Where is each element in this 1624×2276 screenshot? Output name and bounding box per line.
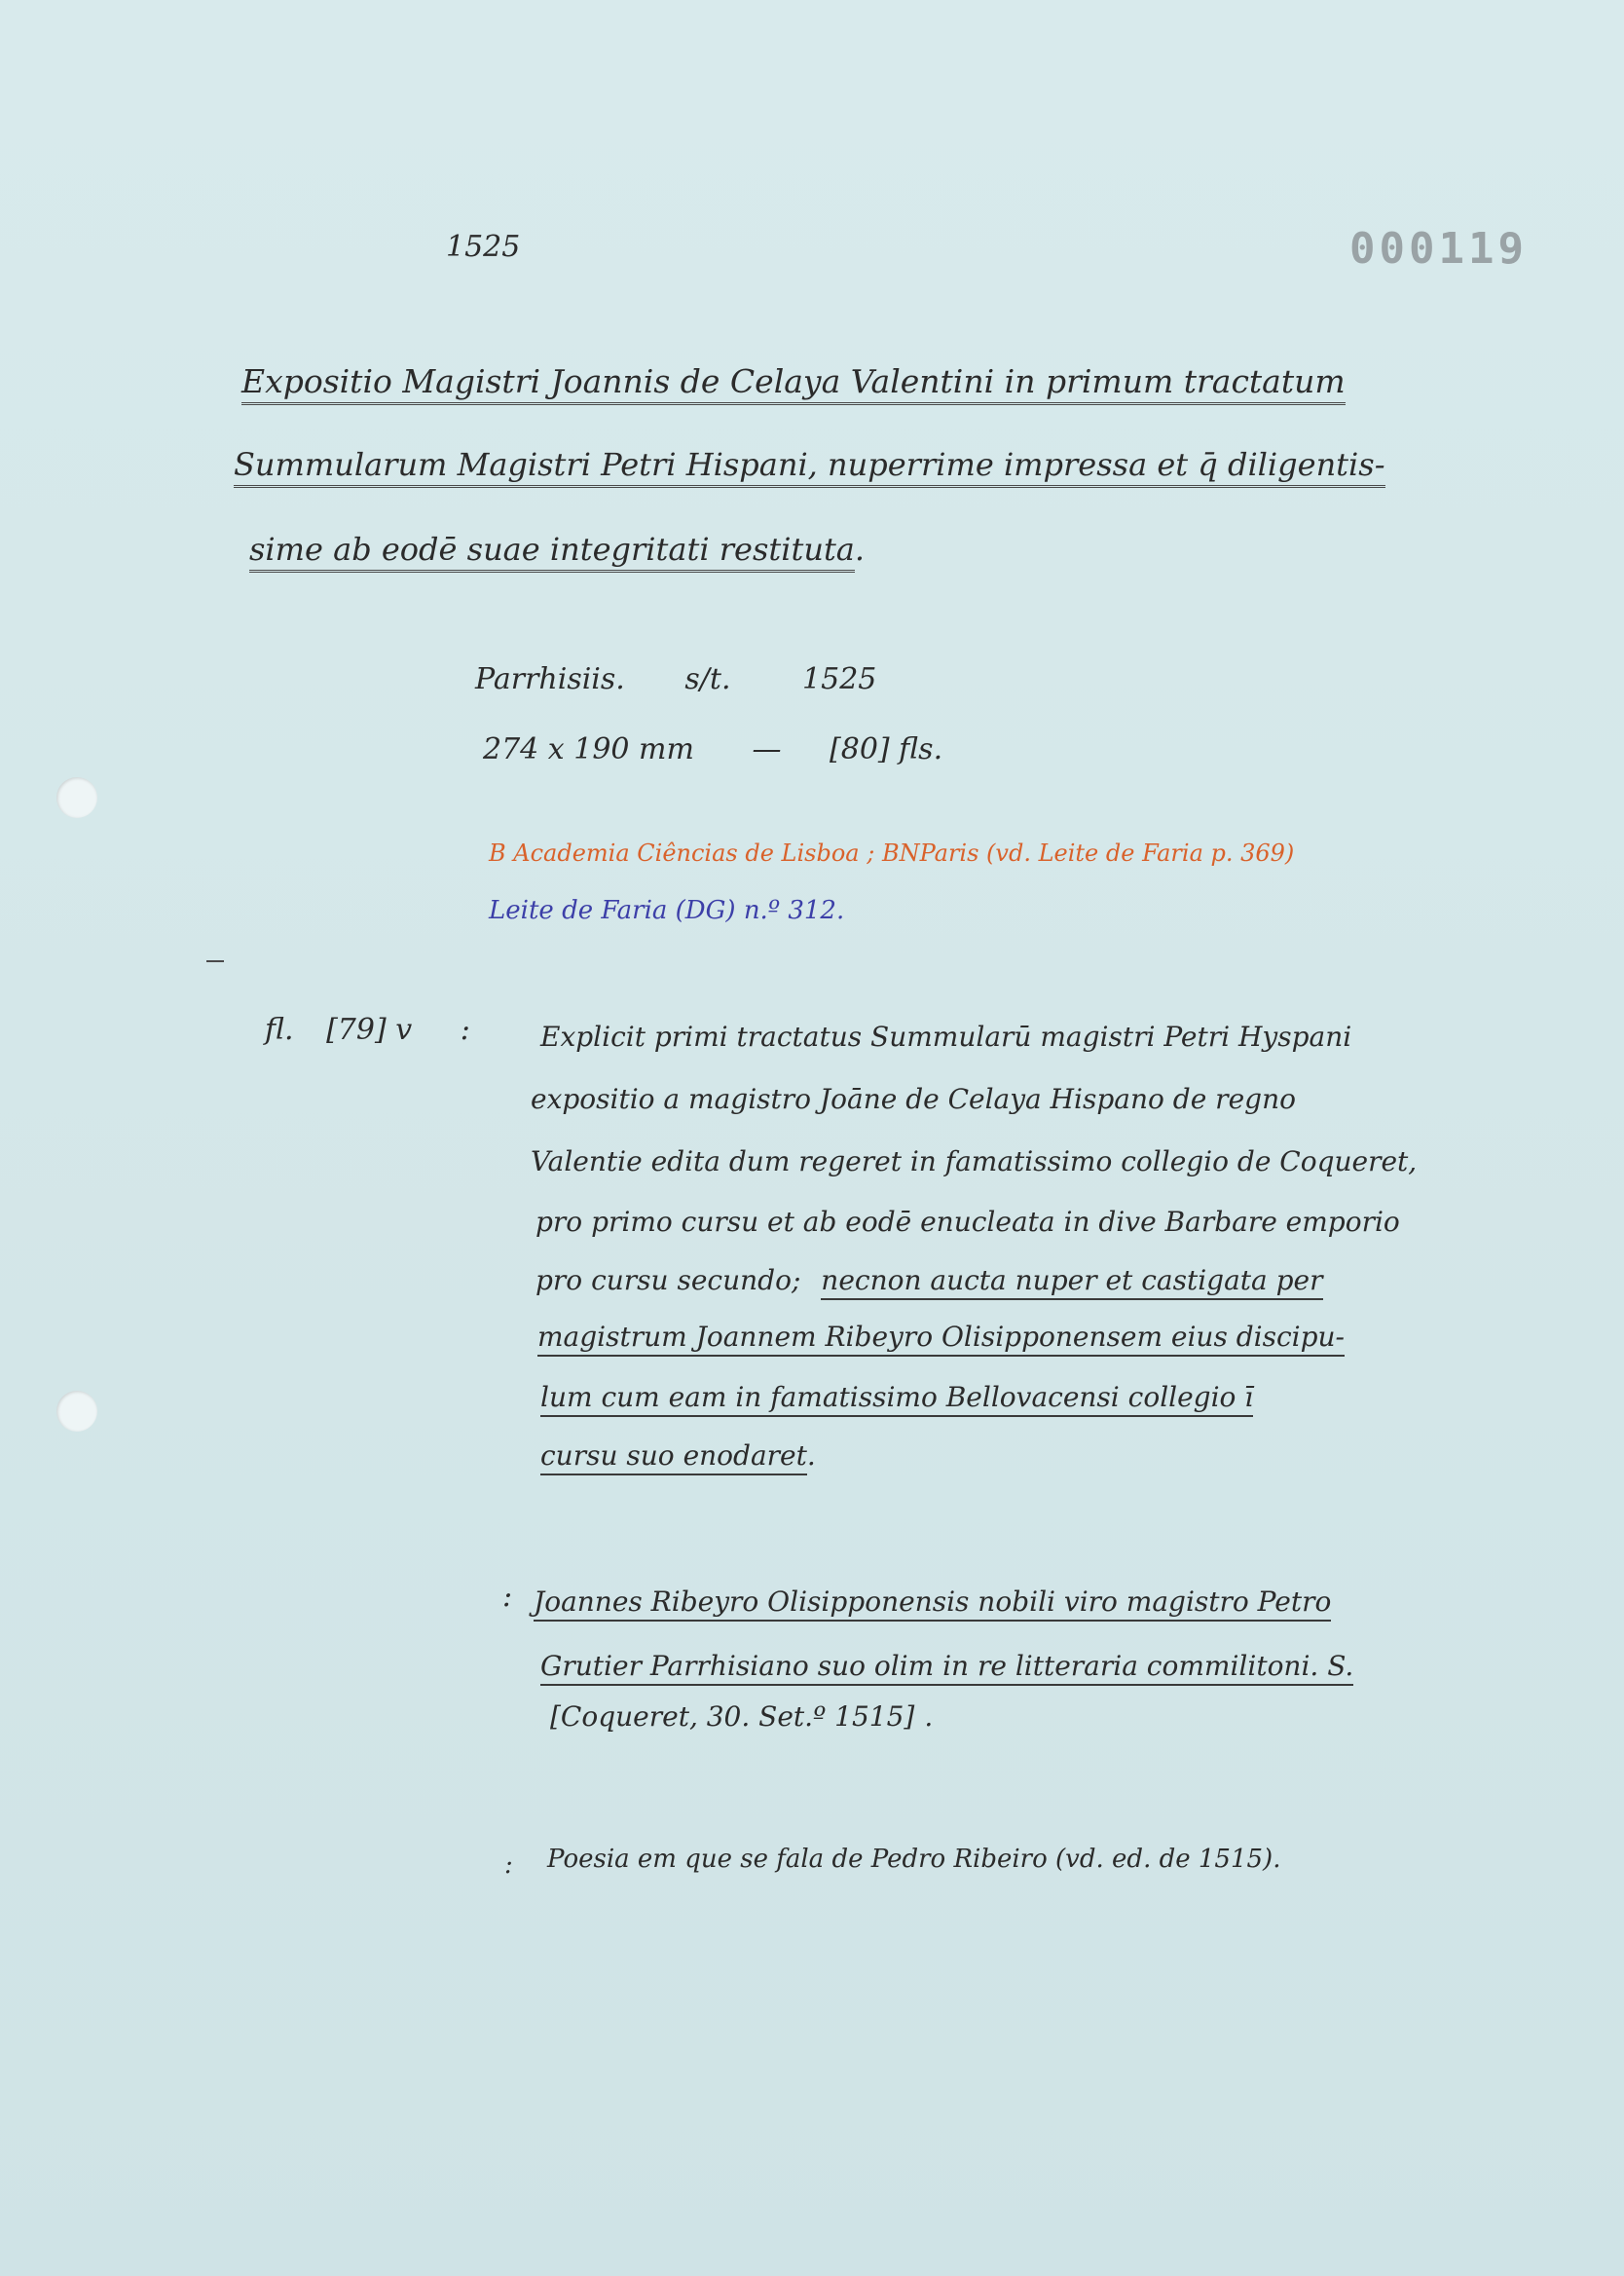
imprint-dimensions: 274 x 190 mm [483, 732, 694, 766]
poem-note: Poesia em que se fala de Pedro Ribeiro (vd. ed. de 1515). [547, 1845, 1281, 1874]
title-line-1-text: Expositio Magistri Joannis de Celaya Valentini in primum tractatum [241, 362, 1346, 405]
title-line-2-text: Summularum Magistri Petri Hispani, nuperrime impressa et q̄ diligentis- [234, 446, 1385, 488]
colophon-line-7-text: lum cum eam in famatissimo Bellovacensi collegio ī [540, 1381, 1253, 1417]
dedication-line-3 [550, 1700, 933, 1733]
imprint-printer: s/t. [684, 662, 731, 696]
colophon-line-6 [537, 1321, 1345, 1353]
imprint-leaves: [80] fls. [830, 732, 943, 766]
dedication-line-2 [540, 1650, 1353, 1682]
folio-abbrev: fl. [265, 1013, 294, 1047]
dedication-line-2-text: Grutier Parrhisiano suo olim in re litteraria commilitoni. S. [540, 1650, 1353, 1686]
punch-hole-top [56, 777, 97, 818]
record-number-stamp: 000119 [1349, 224, 1528, 274]
folio-ref: [79] v [326, 1013, 413, 1047]
imprint-place: Parrhisiis. [475, 662, 625, 696]
dedication-line-1 [534, 1586, 1331, 1618]
colophon-line-6-text: magistrum Joannem Ribeyro Olisipponensem eius discipu- [537, 1321, 1345, 1357]
dedication-line-3-text: [Coqueret, 30. Set.º 1515] [550, 1700, 915, 1733]
holdings-blue-line: Leite de Faria (DG) n.º 312. [489, 896, 845, 925]
dedication-line-3-end: . [924, 1700, 934, 1733]
header-year: 1525 [446, 230, 521, 264]
title-line-3-text: sime ab eodē suae integritati restituta [249, 531, 855, 573]
title-line-2 [234, 446, 1385, 483]
colophon-line-1: Explicit primi tractatus Summularū magistri Petri Hyspani [540, 1021, 1352, 1053]
punch-hole-bottom [56, 1391, 97, 1432]
colophon-line-2: expositio a magistro Joāne de Celaya Hispano de regno [531, 1083, 1296, 1115]
title-line-3 [249, 531, 865, 568]
colophon-line-8-text: cursu suo enodaret [540, 1439, 807, 1475]
dedication-colon: : [502, 1580, 513, 1614]
imprint-line-2 [483, 732, 942, 766]
folio-colon: : [460, 1013, 470, 1047]
holdings-red-line: B Academia Ciências de Lisboa ; BNParis (vd. Leite de Faria p. 369) [489, 840, 1295, 867]
colophon-line-5 [535, 1264, 1323, 1296]
colophon-line-8 [540, 1439, 816, 1472]
margin-tick [206, 960, 224, 962]
poem-colon: : [504, 1850, 513, 1880]
colophon-line-4: pro primo cursu et ab eodē enucleata in dive Barbare emporio [535, 1206, 1400, 1238]
dedication-line-1-text: Joannes Ribeyro Olisipponensis nobili viro magistro Petro [534, 1586, 1331, 1622]
imprint-line-1 [475, 662, 876, 696]
colophon-line-5-underlined: necnon aucta nuper et castigata per [821, 1264, 1322, 1300]
title-line-1 [241, 362, 1346, 400]
imprint-separator: — [752, 732, 782, 766]
colophon-line-3: Valentie edita dum regeret in famatissimo collegio de Coqueret, [531, 1145, 1418, 1177]
colophon-line-5-plain: pro cursu secundo; [535, 1264, 801, 1296]
title-line-3-end: . [854, 531, 866, 568]
folio-label [265, 1013, 470, 1047]
colophon-line-8-end: . [806, 1439, 816, 1472]
imprint-year: 1525 [802, 662, 877, 696]
colophon-line-7 [540, 1381, 1253, 1413]
